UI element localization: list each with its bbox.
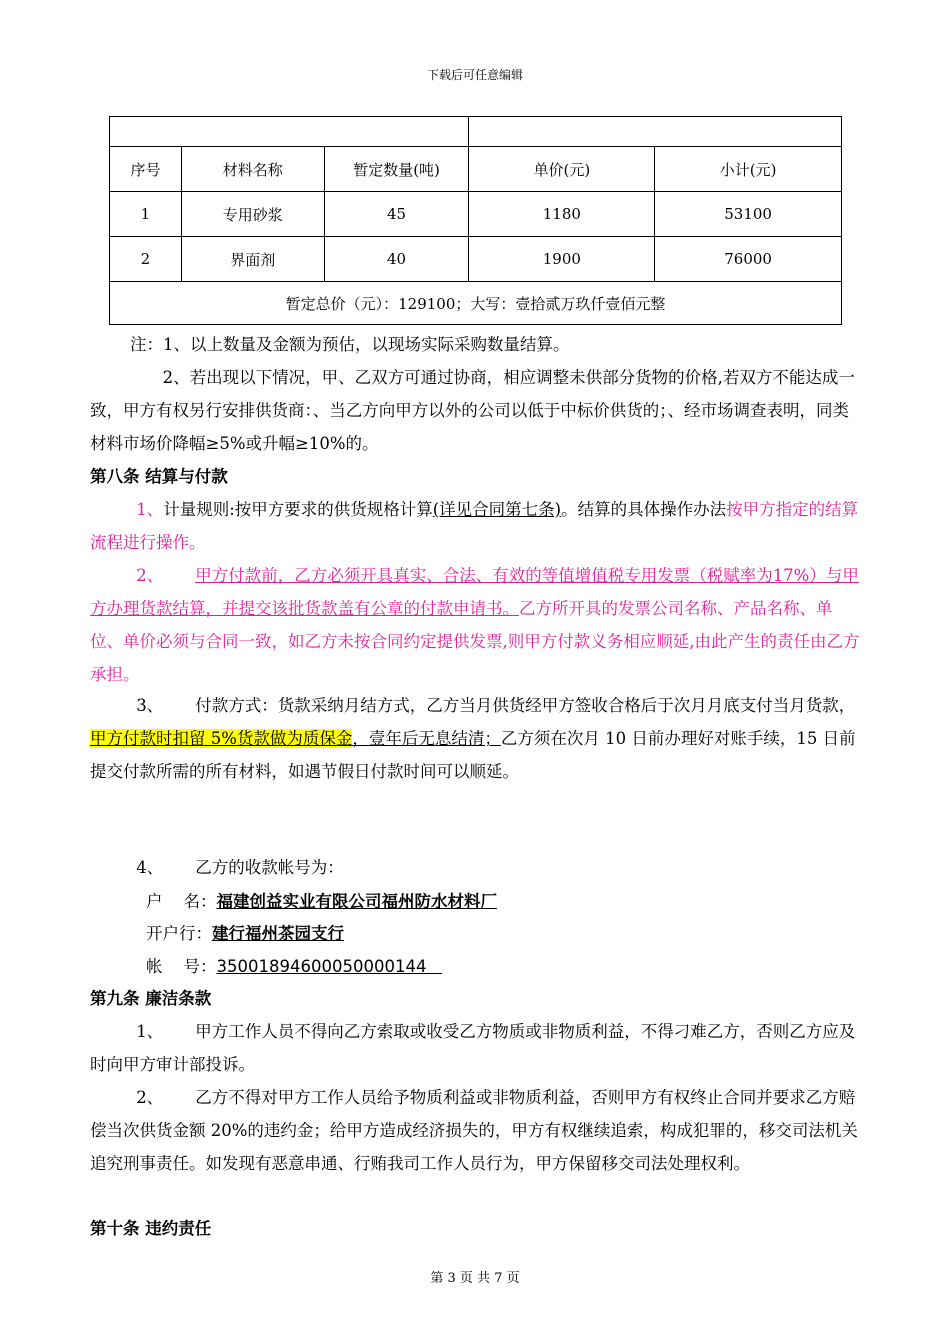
table-cell: 专用砂浆 xyxy=(181,192,324,237)
table-total-row xyxy=(110,282,842,325)
item-number: 2、 xyxy=(136,566,164,585)
table-header-row xyxy=(110,147,842,192)
bank-label: 开户行： xyxy=(146,924,212,943)
table-header-cell: 单价(元) xyxy=(469,147,655,192)
account-name-value: 福建创益实业有限公司福州防水材料厂 xyxy=(216,892,497,911)
table-header-cell: 暂定数量(吨) xyxy=(324,147,469,192)
article-8-item-3: 3、 付款方式：货款采纳月结方式，乙方当月供货经甲方签收合格后于次月月底支付当月货款，甲方付款时扣留 5%货款做为质保金，壹年后无息结清；乙方须在次月 10 日前办理好对账手续，15 日前提交付款所需的所有材料，如遇节假日付款时间可以顺延。 xyxy=(90,696,856,781)
article-9-item-1: 1、 甲方工作人员不得向乙方索取或收受乙方物质或非物质利益，不得刁难乙方，否则乙方应及时向甲方审计部投诉。 xyxy=(90,1022,856,1074)
table-row xyxy=(110,237,842,282)
article-8-item-1: 1、计量规则:按甲方要求的供货规格计算(详见合同第七条)。结算的具体操作办法按甲方指定的结算流程进行操作。 xyxy=(90,500,859,552)
account-number-value: 35001894600050000144 xyxy=(216,957,443,976)
item-number: 2、 xyxy=(136,1088,164,1107)
page-header: 下载后可任意编辑 xyxy=(426,68,523,82)
table-cell: 76000 xyxy=(655,237,842,282)
materials-table xyxy=(109,116,842,325)
table-header-cell: 小计(元) xyxy=(655,147,842,192)
page-footer: 第 3 页 共 7 页 xyxy=(430,1271,520,1286)
article-10-title: 第十条 违约责任 xyxy=(90,1219,212,1238)
article-9-title: 第九条 廉洁条款 xyxy=(90,989,212,1008)
account-name-label: 户 名： xyxy=(146,892,217,911)
table-header-cell: 序号 xyxy=(110,147,182,192)
table-cell: 1900 xyxy=(469,237,655,282)
table-cell: 1 xyxy=(110,192,182,237)
item-number: 4、 xyxy=(136,858,164,877)
table-total-cell: 暂定总价（元）：129100；大写：壹拾贰万玖仟壹佰元整 xyxy=(110,282,842,325)
table-cell: 2 xyxy=(110,237,182,282)
table-header-cell: 材料名称 xyxy=(181,147,324,192)
article-9-item-2: 2、 乙方不得对甲方工作人员给予物质利益或非物质利益，否则甲方有权终止合同并要求乙方赔偿当次供货金额 20%的违约金；给甲方造成经济损失的，甲方有权继续追索，构成犯罪的，移交司法机关追究刑事责任。如发现有恶意串通、行贿我司工作人员行为，甲方保留移交司法处理权利。 xyxy=(90,1088,858,1173)
note-2: 2、若出现以下情况，甲、乙双方可通过协商，相应调整未供部分货物的价格,若双方不能达成一致，甲方有权另行安排供货商：、当乙方向甲方以外的公司以低于中标价供货的；、经市场调查表明，同类材料市场价降幅≥5%或升幅≥10%的。 xyxy=(90,368,855,453)
table-cell: 1180 xyxy=(469,192,655,237)
article-8-title: 第八条 结算与付款 xyxy=(90,467,228,486)
table-blank-row xyxy=(110,117,842,147)
item-number: 1、 xyxy=(136,1022,164,1041)
table-cell: 40 xyxy=(324,237,469,282)
table-cell: 界面剂 xyxy=(181,237,324,282)
item-number: 1、 xyxy=(136,500,164,519)
account-number-line xyxy=(146,950,442,983)
article-8-item-4: 4、 乙方的收款帐号为： xyxy=(136,858,344,877)
table-cell: 45 xyxy=(324,192,469,237)
bank-line xyxy=(146,917,344,950)
note-1: 注：1、以上数量及金额为预估，以现场实际采购数量结算。 xyxy=(130,335,570,354)
bank-value: 建行福州茶园支行 xyxy=(212,924,344,943)
table-row xyxy=(110,192,842,237)
item-number: 3、 xyxy=(136,696,164,715)
table-cell: 53100 xyxy=(655,192,842,237)
account-name-line xyxy=(146,885,497,918)
article-8-item-2: 2、 甲方付款前，乙方必须开具真实、合法、有效的等值增值税专用发票（税赋率为17%）与甲方办理货款结算，并提交该批货款盖有公章的付款申请书。乙方所开具的发票公司名称、产品名称、单位、单价必须与合同一致，如乙方未按合同约定提供发票,则甲方付款义务相应顺延,由此产生的责任由乙方承担。 xyxy=(90,566,860,684)
highlighted-text: 甲方付款时扣留 5%货款做为质保金 xyxy=(90,729,353,748)
account-number-label: 帐 号： xyxy=(146,957,217,976)
